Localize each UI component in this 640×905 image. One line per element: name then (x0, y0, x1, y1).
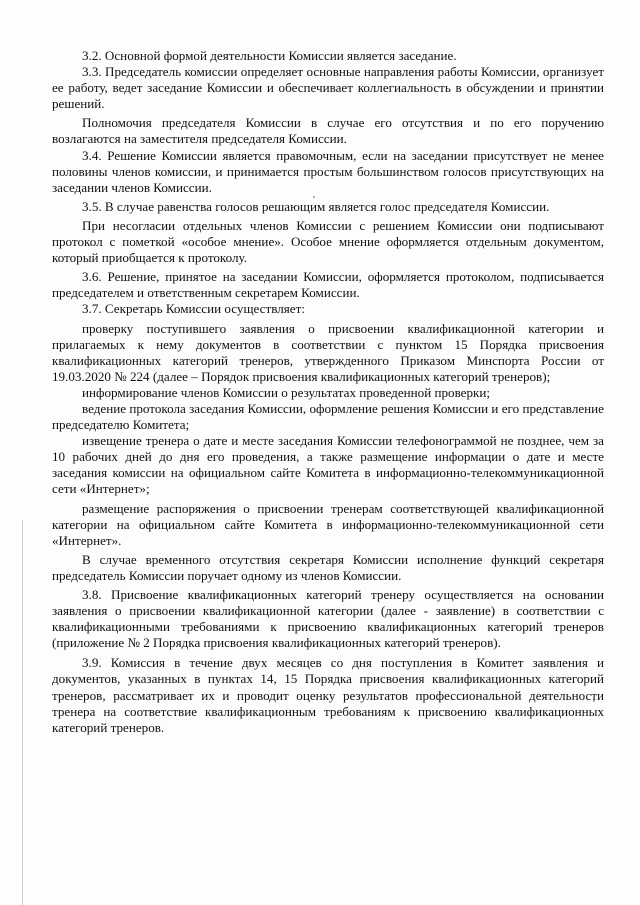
paragraph-3-3: 3.3. Председатель комиссии определяет основные направления работы Комиссии, организует ее работу, ведет заседание Комиссии и обеспечивает коллегиальность в обсуждении и принятии решений. (52, 64, 604, 112)
paragraph-3-5: 3.5. В случае равенства голосов решающим является голос председателя Комиссии. (82, 198, 550, 214)
paragraph-chair-deputy: Полномочия председателя Комиссии в случае его отсутствия и по его поручению возлагаются на заместителя председателя Комиссии. (52, 115, 604, 147)
list-item-check-application: проверку поступившего заявления о присвоении квалификационной категории и прилагаемых к нему документов в соответствии с пунктом 15 Порядка присвоения квалификационных категорий тренеров, утвержденного Приказом Минспорта России от 19.03.2020 № 224 (далее – Порядок присвоения квалификационных категорий тренеров); (52, 320, 604, 384)
paragraph-3-8: 3.8. Присвоение квалификационных категорий тренеру осуществляется на основании заявления о присвоении квалификационной категории (далее - заявление) в соответствии с квалификационными требованиями к присвоению квалификационных категорий тренеров (приложение № 2 Порядка присвоения квалификационных категорий тренеров). (52, 587, 604, 651)
paragraph-3-2: 3.2. Основной формой деятельности Комиссии является заседание. (82, 48, 457, 63)
list-item-inform-members: информирование членов Комиссии о результатах проведенной проверки; (82, 384, 491, 400)
paragraph-secretary-absence: В случае временного отсутствия секретаря Комиссии исполнение функций секретаря председатель Комиссии поручает одному из членов Комиссии. (52, 551, 604, 583)
document-body (52, 48, 604, 736)
scan-edge-line (22, 520, 23, 905)
list-item-protocol: ведение протокола заседания Комиссии, оформление решения Комиссии и его представление председателю Комитета; (52, 400, 604, 433)
paragraph-dissent: При несогласии отдельных членов Комиссии с решением Комиссии они подписывают протокол с пометкой «особое мнение». Особое мнение оформляется отдельным документом, который приобщается к протоколу. (52, 217, 604, 266)
paragraph-3-6: 3.6. Решение, принятое на заседании Комиссии, оформляется протоколом, подписывается председателем и ответственным секретарем Комиссии. (52, 269, 604, 301)
list-item-publish-order: размещение распоряжения о присвоении тренерам соответствующей квалификационной категории на официальном сайте Комитета в информационно-телекоммуникационной сети «Интернет». (52, 500, 604, 548)
paragraph-3-4: 3.4. Решение Комиссии является правомочным, если на заседании присутствует не менее половины членов комиссии, и принимается простым большинством голосов присутствующих на заседании членов Комиссии. (52, 147, 604, 195)
list-item-notify-trainer: извещение тренера о дате и месте заседания Комиссии телефонограммой не позднее, чем за 10 рабочих дней до дня его проведения, а также размещение информации о дате и месте заседания комиссии на официальном сайте Комитета в информационно-телекоммуникационной сети «Интернет»; (52, 433, 604, 497)
paragraph-3-9: 3.9. Комиссия в течение двух месяцев со дня поступления в Комитет заявления и документов, указанных в пунктах 14, 15 Порядка присвоения квалификационных категорий тренеров, рассматривает их и проводит оценку результатов профессиональной деятельности тренера на соответствие квалификационным требованиям к присвоению квалификационных категорий тренеров. (52, 655, 604, 735)
paragraph-3-7: 3.7. Секретарь Комиссии осуществляет: (82, 301, 305, 317)
